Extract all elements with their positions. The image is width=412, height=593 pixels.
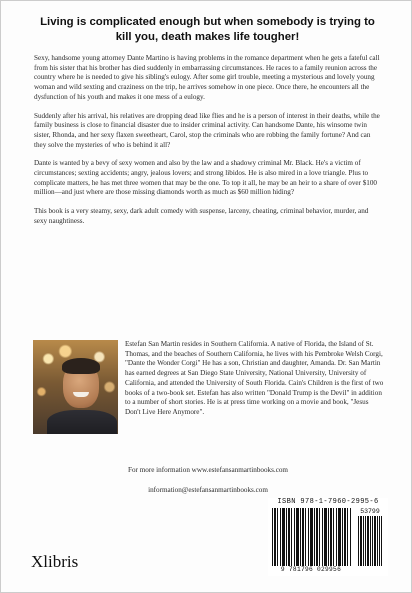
author-photo-shirt [47,410,117,434]
website-line[interactable]: For more information www.estefansanmartinbooks.com [128,466,288,474]
synopsis-paragraph-4: This book is a very steamy, sexy, dark adult comedy with suspense, larceny, cheating, criminal behavior, murder, and sexy naughtiness. [34,207,369,225]
author-photo-smile [73,392,89,397]
publisher-logo: Xlibris [31,552,79,571]
author-photo-hair [62,358,100,374]
ean-barcode-icon [272,508,352,566]
synopsis-paragraph-3: Dante is wanted by a bevy of sexy women and also by the law and a shadowy criminal Mr. Black. He's a victim of circumstances; sexting accidents; angry, jealous lovers; and strong libidos. He is also mired in a love triangle. Plus to complicate matters, he has met three women that may be the one. To top it all, he may be an heir to a share of over $100 million—and just where are those missing diamonds worth as much as $60 million hiding? [34,159,377,197]
email-line[interactable]: information@estefansanmartinbooks.com [148,485,268,494]
addon-barcode-icon [358,516,382,566]
price-addon-label: 53799 [360,508,380,515]
author-photo [33,340,118,434]
synopsis-paragraph-1: Sexy, handsome young attorney Dante Martino is having problems in the romance department when he gets a fateful call from his sister that his brother has died suddenly in embarrassing circumstances. He races to a family reunion across the country where he is needed to give his sibling's eulogy. After some girl trouble, meeting a mysterious and lovely young woman and wild sexting and craziness on the trip, he arrives somehow in one piece. Once there, he encounters all the dysfunction of his youth and makes it one mess of a eulogy. [34,54,380,101]
tagline-headline: Living is complicated enough but when somebody is trying to kill you, death makes life tougher! [40,16,375,43]
barcode-block [268,498,388,576]
synopsis-paragraph-2: Suddenly after his arrival, his relatives are dropping dead like flies and he is a person of interest in their deaths, while the family business is close to financial disaster due to insider criminal activity. Can handsome Dante, his winsome twin sister, Rhonda, and her sexy flaxen sweetheart, Carol, stop the criminals who are robbing the family fortune? And can they solve the mysteries of who is behind it all? [34,111,380,149]
author-bio-text: Estefan San Martin resides in Southern California. A native of Florida, the Island of St. Thomas, and the beaches of Southern California, he lives with his Pembroke Welsh Corgi, "Dante the Wonder Corgi" He has a son, Christian and daughter, Amanda. Dr. San Martin has earned degrees at San Diego State University, National University, University of California, and attended the University of South Florida. Cain's Children is the first of two books of a two-book set. Estefan has also written "Donald Trump is the Devil" in addition to a number of short stories. He is at press time working on a movie and book, "Jesus Don't Live Here Anymore". [125,340,384,416]
ean-number: 9 781796 029956 [280,566,342,573]
isbn-label: ISBN 978-1-7960-2995-6 [277,498,379,506]
